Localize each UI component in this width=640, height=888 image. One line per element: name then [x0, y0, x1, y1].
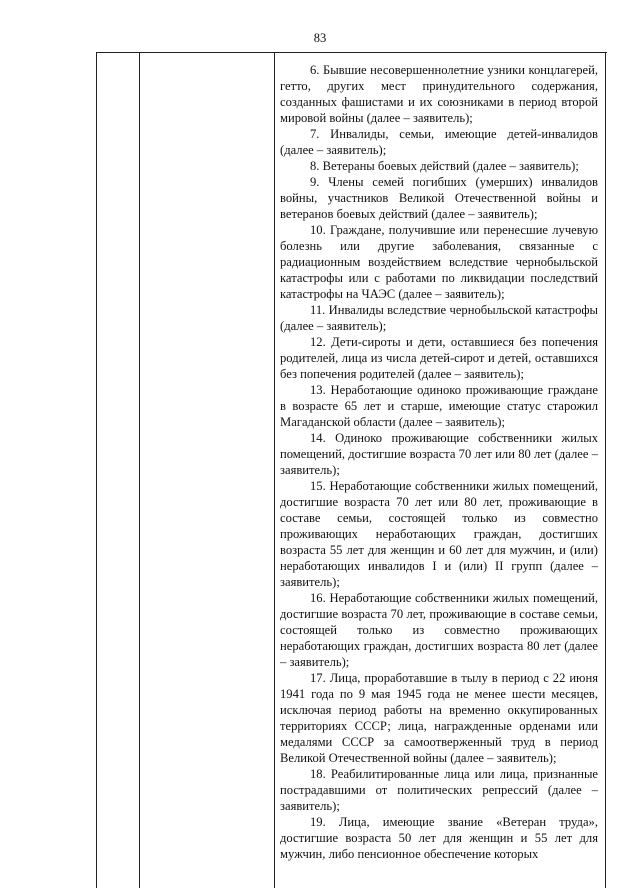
table-right-border	[605, 53, 606, 888]
list-item: 17. Лица, проработавшие в тылу в период с 22 июня 1941 года по 9 мая 1945 года не менее шести месяцев, исключая период работы на временно оккупированных территориях СССР; лица, награжденные орденами или медалями СССР за самоотверженный труд в период Великой Отечественной войны (далее – заявитель);	[280, 671, 598, 765]
list-item: 7. Инвалиды, семьи, имеющие детей-инвалидов (далее – заявитель);	[280, 127, 598, 157]
list-item: 6. Бывшие несовершеннолетние узники концлагерей, гетто, других мест принудительного содержания, созданных фашистами и их союзниками в период второй мировой войны (далее – заявитель);	[280, 63, 598, 125]
page-number: 83	[313, 31, 327, 45]
list-item: 11. Инвалиды вследствие чернобыльской катастрофы (далее – заявитель);	[280, 303, 598, 333]
list-item: 19. Лица, имеющие звание «Ветеран труда», достигшие возраста 50 лет для женщин и 55 лет для мужчин, либо пенсионное обеспечение которых	[280, 815, 598, 861]
table-column-divider	[139, 53, 140, 888]
list-item: 12. Дети-сироты и дети, оставшиеся без попечения родителей, лица из числа детей-сирот и детей, оставшихся без попечения родителей (далее – заявитель);	[280, 335, 598, 381]
table-column-divider	[274, 53, 275, 888]
list-item: 10. Граждане, получившие или перенесшие лучевую болезнь или другие заболевания, связанные с радиационным воздействием вследствие чернобыльской катастрофы или с работами по ликвидации последствий катастрофы на ЧАЭС (далее – заявитель);	[280, 223, 598, 301]
list-item: 18. Реабилитированные лица или лица, признанные пострадавшими от политических репрессий (далее – заявитель);	[280, 767, 598, 813]
list-item: 9. Члены семей погибших (умерших) инвалидов войны, участников Великой Отечественной войны и ветеранов боевых действий (далее – заявитель);	[280, 175, 598, 221]
list-item: 8. Ветераны боевых действий (далее – заявитель);	[310, 159, 579, 173]
list-item: 13. Неработающие одиноко проживающие граждане в возрасте 65 лет и старше, имеющие статус старожил Магаданской области (далее – заявитель);	[280, 383, 598, 429]
list-item: 16. Неработающие собственники жилых помещений, достигшие возраста 70 лет, проживающие в составе семьи, состоящей только из совместно проживающих неработающих граждан, достигших возраста 80 лет (далее – заявитель);	[280, 591, 598, 669]
list-item: 14. Одиноко проживающие собственники жилых помещений, достигшие возраста 70 лет или 80 лет (далее – заявитель);	[280, 431, 598, 477]
list-item: 15. Неработающие собственники жилых помещений, достигшие возраста 70 лет или 80 лет, проживающие в составе семьи, состоящей только из совместно проживающих неработающих граждан, достигших возраста 55 лет для женщин и 60 лет для мужчин, и (или) неработающих инвалидов I и (или) II групп (далее – заявитель);	[280, 479, 598, 589]
document-table	[96, 52, 607, 888]
applicant-categories-cell	[280, 62, 598, 862]
